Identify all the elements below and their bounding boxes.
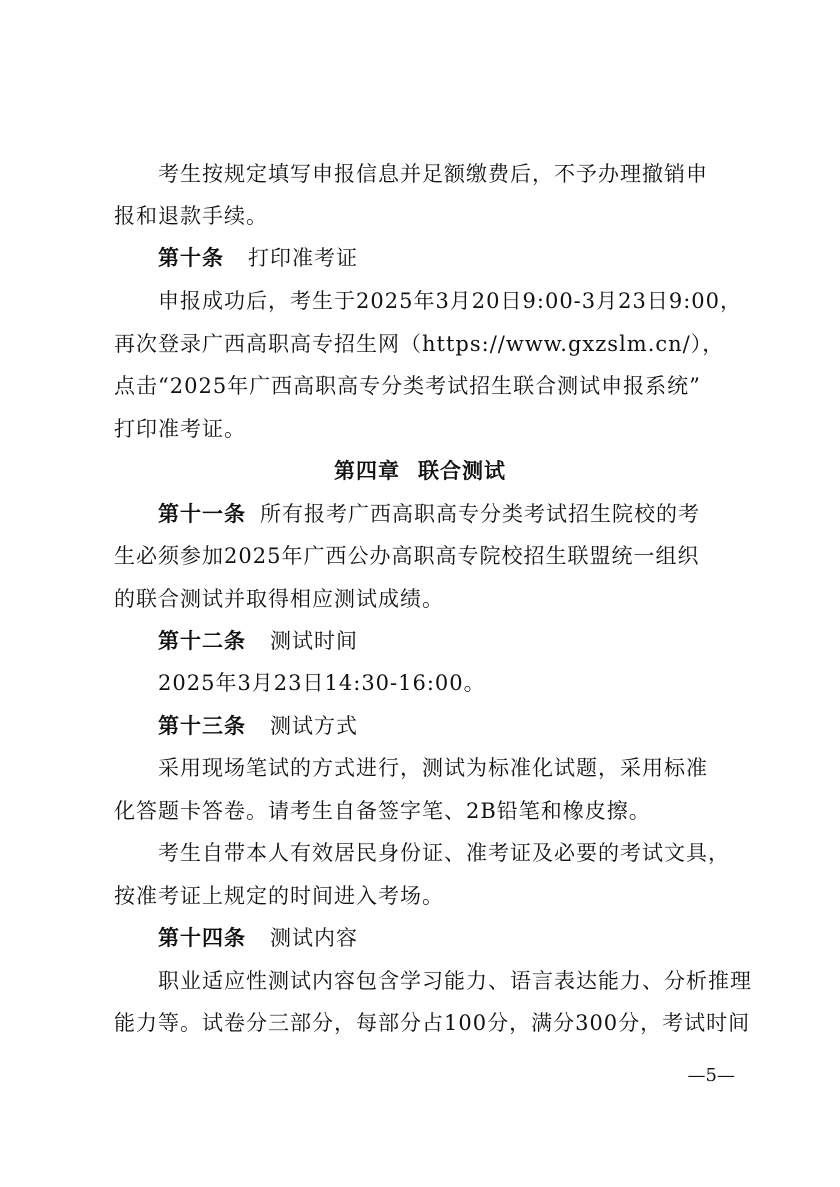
paragraph-line: 生必须参加2025年广西公办高职高专院校招生联盟统一组织	[114, 544, 700, 568]
paragraph-line: 报和退款手续。	[114, 204, 268, 228]
article-label: 第十条	[158, 246, 224, 270]
chapter-heading	[0, 456, 840, 486]
article-title: 测试内容	[270, 926, 358, 950]
paragraph-line: 再次登录广西高职高专招生网（https://www.gxzslm.cn/），	[114, 332, 725, 356]
paragraph-line: 所有报考广西高职高专分类考试招生院校的考	[260, 502, 700, 526]
article-heading-14	[158, 923, 724, 953]
paragraph-line: 申报成功后，考生于2025年3月20日9:00-3月23日9:00，	[158, 289, 743, 313]
chapter-title: 联合测试	[418, 459, 506, 483]
article-heading-10	[158, 243, 724, 273]
article-label: 第十三条	[158, 714, 246, 738]
paragraph-line: 的联合测试并取得相应测试成绩。	[114, 587, 444, 611]
article-title: 测试时间	[270, 629, 358, 653]
paragraph-line: 化答题卡答卷。请考生自备签字笔、2B铅笔和橡皮擦。	[114, 799, 651, 823]
paragraph-line: 2025年3月23日14:30-16:00。	[158, 671, 486, 695]
paragraph-line: 点击“2025年广西高职高专分类考试招生联合测试申报系统”	[114, 374, 701, 398]
paragraph-line: 考生按规定填写申报信息并足额缴费后，不予办理撤销申	[158, 162, 708, 186]
article-label: 第十二条	[158, 629, 246, 653]
paragraph-line: 能力等。试卷分三部分，每部分占100分，满分300分，考试时间	[114, 1011, 751, 1035]
paragraph-line: 采用现场笔试的方式进行，测试为标准化试题，采用标准	[158, 756, 708, 780]
article-heading-11	[158, 499, 724, 529]
article-heading-12	[158, 626, 724, 656]
paragraph-line: 按准考证上规定的时间进入考场。	[114, 884, 444, 908]
article-heading-13	[158, 711, 724, 741]
paragraph-line: 考生自带本人有效居民身份证、准考证及必要的考试文具，	[158, 841, 730, 865]
article-title: 测试方式	[270, 714, 358, 738]
article-label: 第十四条	[158, 926, 246, 950]
page-number: —5—	[687, 1065, 735, 1086]
article-title: 打印准考证	[248, 246, 358, 270]
paragraph-line: 职业适应性测试内容包含学习能力、语言表达能力、分析推理	[158, 969, 752, 993]
paragraph-line: 打印准考证。	[114, 417, 246, 441]
article-label: 第十一条	[158, 502, 246, 526]
chapter-number: 第四章	[334, 459, 400, 483]
